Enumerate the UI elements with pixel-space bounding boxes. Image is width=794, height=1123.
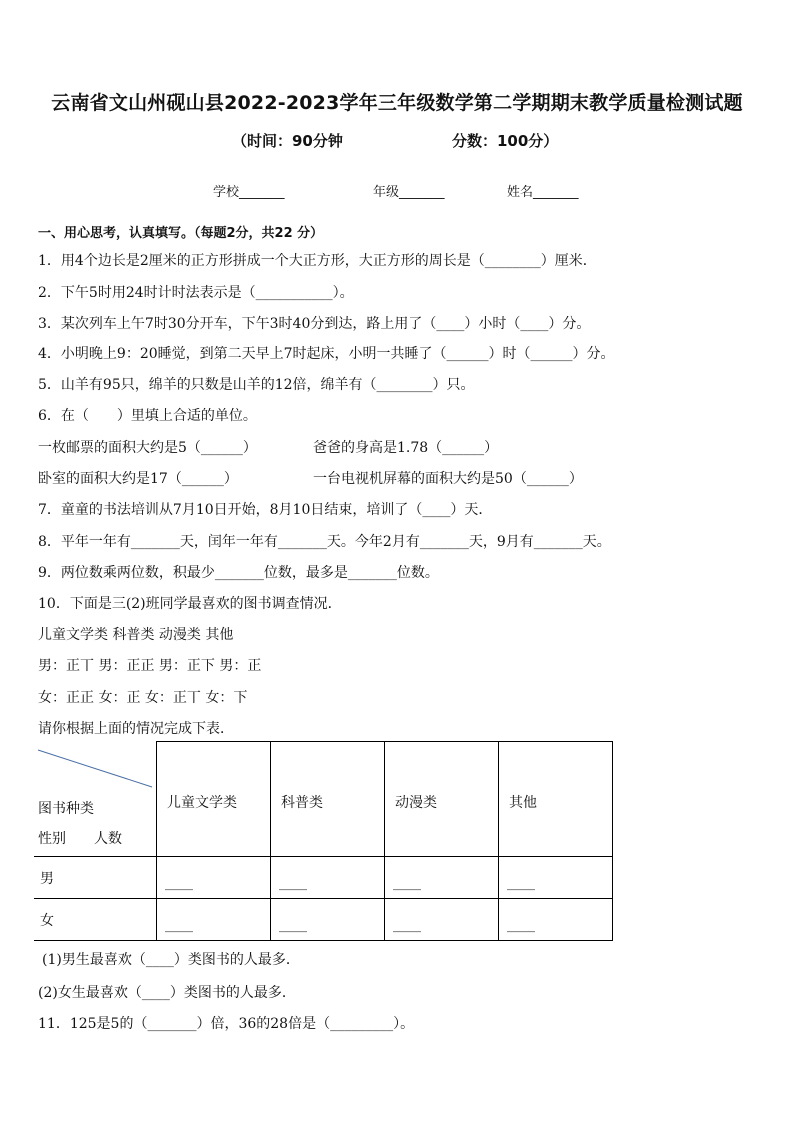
question-6-item-b: 爸爸的身高是1.78（______） xyxy=(313,440,499,456)
grade-field: 年级_______ xyxy=(373,185,445,200)
column-header: 动漫类 xyxy=(385,742,499,857)
column-header: 其他 xyxy=(499,742,613,857)
question-5: 5．山羊有95只，绵羊的只数是山羊的12倍，绵羊有（________）只。 xyxy=(38,377,475,393)
question-7: 7．童童的书法培训从7月10日开始，8月10日结束，培训了（____）天． xyxy=(38,502,493,518)
question-4: 4．小明晚上9：20睡觉，到第二天早上7时起床，小明一共睡了（______）时（______）分。 xyxy=(38,346,615,362)
table-row xyxy=(34,857,613,899)
answer-blank[interactable]: ____ xyxy=(157,857,271,899)
table-row xyxy=(34,899,613,941)
header-gender: 性别 xyxy=(38,830,66,847)
question-6-item-d: 一台电视机屏幕的面积大约是50（______） xyxy=(313,471,583,487)
question-6-item-a: 一枚邮票的面积大约是5（______） xyxy=(38,440,257,456)
survey-boys-tally: 男：正丅 男：正正 男：正下 男：正 xyxy=(38,658,262,674)
survey-categories: 儿童文学类 科普类 动漫类 其他 xyxy=(38,627,234,643)
school-field: 学校_______ xyxy=(213,185,285,200)
survey-table xyxy=(34,741,613,941)
header-book-type: 图书种类 xyxy=(38,800,94,817)
table-header-diagonal-cell xyxy=(34,742,157,857)
page-title: 云南省文山州砚山县2022-2023学年三年级数学第二学期期末教学质量检测试题 xyxy=(51,92,743,114)
question-10-sub-1: (1)男生最喜欢（____）类图书的人最多． xyxy=(42,952,300,968)
question-6: 6．在（ ）里填上合适的单位。 xyxy=(38,408,257,424)
question-3: 3．某次列车上午7时30分开车，下午3时40分到达，路上用了（____）小时（____）分。 xyxy=(38,316,591,332)
column-header: 儿童文学类 xyxy=(157,742,271,857)
name-field: 姓名_______ xyxy=(507,185,579,200)
question-1: 1．用4个边长是2厘米的正方形拼成一个大正方形，大正方形的周长是（________）厘米． xyxy=(38,253,597,269)
row-label-male: 男 xyxy=(34,857,157,899)
answer-blank[interactable]: ____ xyxy=(385,899,499,941)
answer-blank[interactable]: ____ xyxy=(499,857,613,899)
section-heading: 一、用心思考，认真填写。（每题2分，共22 分） xyxy=(38,226,324,241)
row-label-female: 女 xyxy=(34,899,157,941)
question-2: 2．下午5时用24时计时法表示是（___________）。 xyxy=(38,285,354,301)
exam-time: （时间：90分钟 xyxy=(232,132,343,150)
question-8: 8．平年一年有_______天，闰年一年有_______天。今年2月有_______天，9月有_______天。 xyxy=(38,534,611,550)
answer-blank[interactable]: ____ xyxy=(271,899,385,941)
answer-blank[interactable]: ____ xyxy=(499,899,613,941)
question-11: 11．125是5的（_______）倍，36的28倍是（_________）。 xyxy=(38,1016,415,1032)
question-10: 10．下面是三(2)班同学最喜欢的图书调查情况． xyxy=(38,596,342,612)
question-6-item-c: 卧室的面积大约是17（______） xyxy=(38,471,238,487)
header-count: 人数 xyxy=(94,830,122,847)
answer-blank[interactable]: ____ xyxy=(385,857,499,899)
question-10-sub-2: (2)女生最喜欢（____）类图书的人最多． xyxy=(38,985,296,1001)
survey-instruction: 请你根据上面的情况完成下表． xyxy=(38,721,234,737)
answer-blank[interactable]: ____ xyxy=(157,899,271,941)
exam-score: 分数：100分） xyxy=(452,132,559,150)
column-header: 科普类 xyxy=(271,742,385,857)
question-9: 9．两位数乘两位数，积最少_______位数，最多是_______位数。 xyxy=(38,565,439,581)
survey-girls-tally: 女：正正 女：正 女：正丅 女：下 xyxy=(38,690,248,706)
answer-blank[interactable]: ____ xyxy=(271,857,385,899)
